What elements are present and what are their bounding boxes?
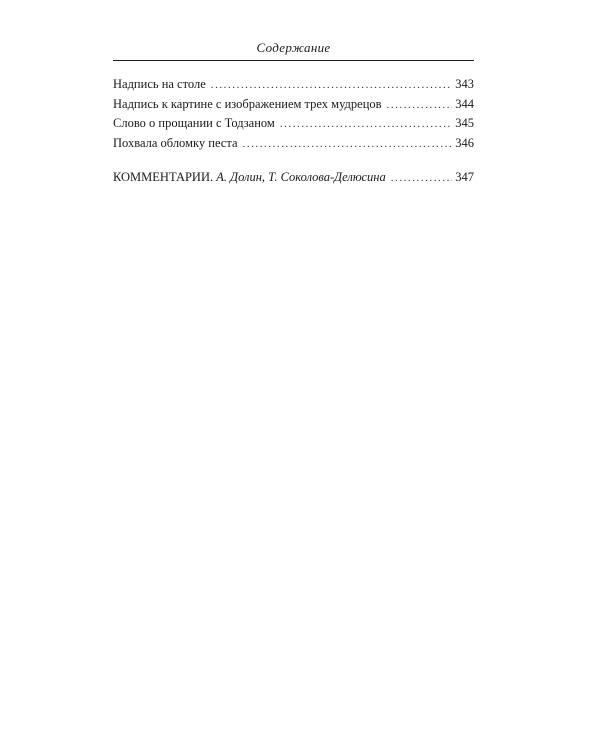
dot-leader <box>391 169 453 189</box>
dot-leader <box>280 115 452 135</box>
toc-entry-page: 346 <box>455 135 474 150</box>
toc-entry[interactable] <box>113 95 474 115</box>
toc-entry-page: 344 <box>455 96 474 111</box>
toc-entry-title: Надпись к картине с изображением трех мудрецов <box>113 96 382 111</box>
dot-leader <box>387 96 453 116</box>
table-of-contents <box>113 75 474 188</box>
toc-entry-title: Похвала обломку песта <box>113 135 238 150</box>
toc-entry[interactable] <box>113 75 474 95</box>
toc-entry-page: 347 <box>455 170 474 184</box>
dot-leader <box>211 76 452 96</box>
toc-entry-commentary[interactable] <box>113 168 474 188</box>
toc-entry-title: Надпись на столе <box>113 77 206 91</box>
toc-entry[interactable] <box>113 134 474 154</box>
toc-entry-title: Слово о прощании с Тодзаном <box>113 116 275 130</box>
commentary-label: КОММЕНТАРИИ. <box>113 170 214 184</box>
toc-entry-page: 345 <box>455 116 474 130</box>
toc-entry-title <box>113 168 386 188</box>
toc-entry[interactable] <box>113 114 474 134</box>
header-rule <box>113 60 474 61</box>
commentary-authors: А. Долин, Т. Соколова-Делюсина <box>216 170 386 184</box>
dot-leader <box>243 135 453 155</box>
toc-entry-page: 343 <box>455 77 474 91</box>
running-head: Содержание <box>256 40 331 55</box>
